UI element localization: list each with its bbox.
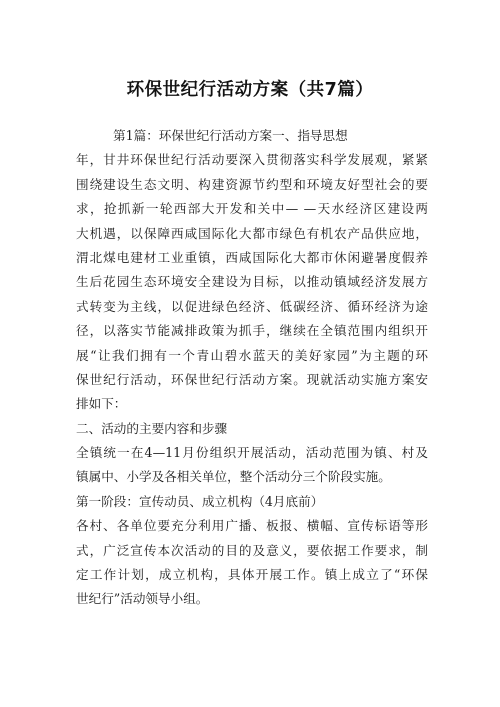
body-line: 全镇统一在4—11月份组织开展活动，活动范围为镇、村及: [76, 445, 428, 461]
body-line: 求，抢抓新一轮西部大开发和关中— —天水经济区建设两: [76, 201, 428, 217]
body-line: 式，广泛宣传本次活动的目的及意义，要依据工作要求，制: [76, 542, 428, 558]
body-line: 围绕建设生态文明、构建资源节约型和环境友好型社会的要: [76, 176, 428, 192]
body-line: 保世纪行活动，环保世纪行活动方案。现就活动实施方案安: [76, 371, 428, 387]
body-line: 第1篇：环保世纪行活动方案一、指导思想: [113, 128, 348, 143]
body-line: 二、活动的主要内容和步骤: [76, 420, 228, 436]
body-line: 大机遇，以保障西咸国际化大都市绿色有机农产品供应地，: [76, 225, 428, 241]
body-line: 展“让我们拥有一个青山碧水蓝天的美好家园”为主题的环: [76, 347, 428, 363]
body-line: 定工作计划，成立机构，具体开展工作。镇上成立了“环保: [76, 567, 428, 583]
body-line: 世纪行”活动领导小组。: [76, 591, 209, 607]
body-line: 各村、各单位要充分利用广播、板报、横幅、宣传标语等形: [76, 518, 428, 534]
body-line: 排如下：: [76, 396, 127, 412]
document-body: [76, 124, 428, 612]
document-title: 环保世纪行活动方案（共7篇）: [126, 80, 374, 100]
body-line: 镇属中、小学及各相关单位，整个活动分三个阶段实施。: [76, 469, 391, 485]
body-line: 生后花园生态环境安全建设为目标，以推动镇域经济发展方: [76, 274, 428, 290]
body-line: 第一阶段：宣传动员、成立机构（4月底前）: [76, 493, 324, 509]
body-line: 径，以落实节能减排政策为抓手，继续在全镇范围内组织开: [76, 323, 428, 339]
body-line: 式转变为主线，以促进绿色经济、低碳经济、循环经济为途: [76, 298, 428, 314]
body-line: 渭北煤电建材工业重镇，西咸国际化大都市休闲避暑度假养: [76, 249, 428, 265]
body-line: 年，甘井环保世纪行活动要深入贯彻落实科学发展观，紧紧: [76, 152, 428, 168]
